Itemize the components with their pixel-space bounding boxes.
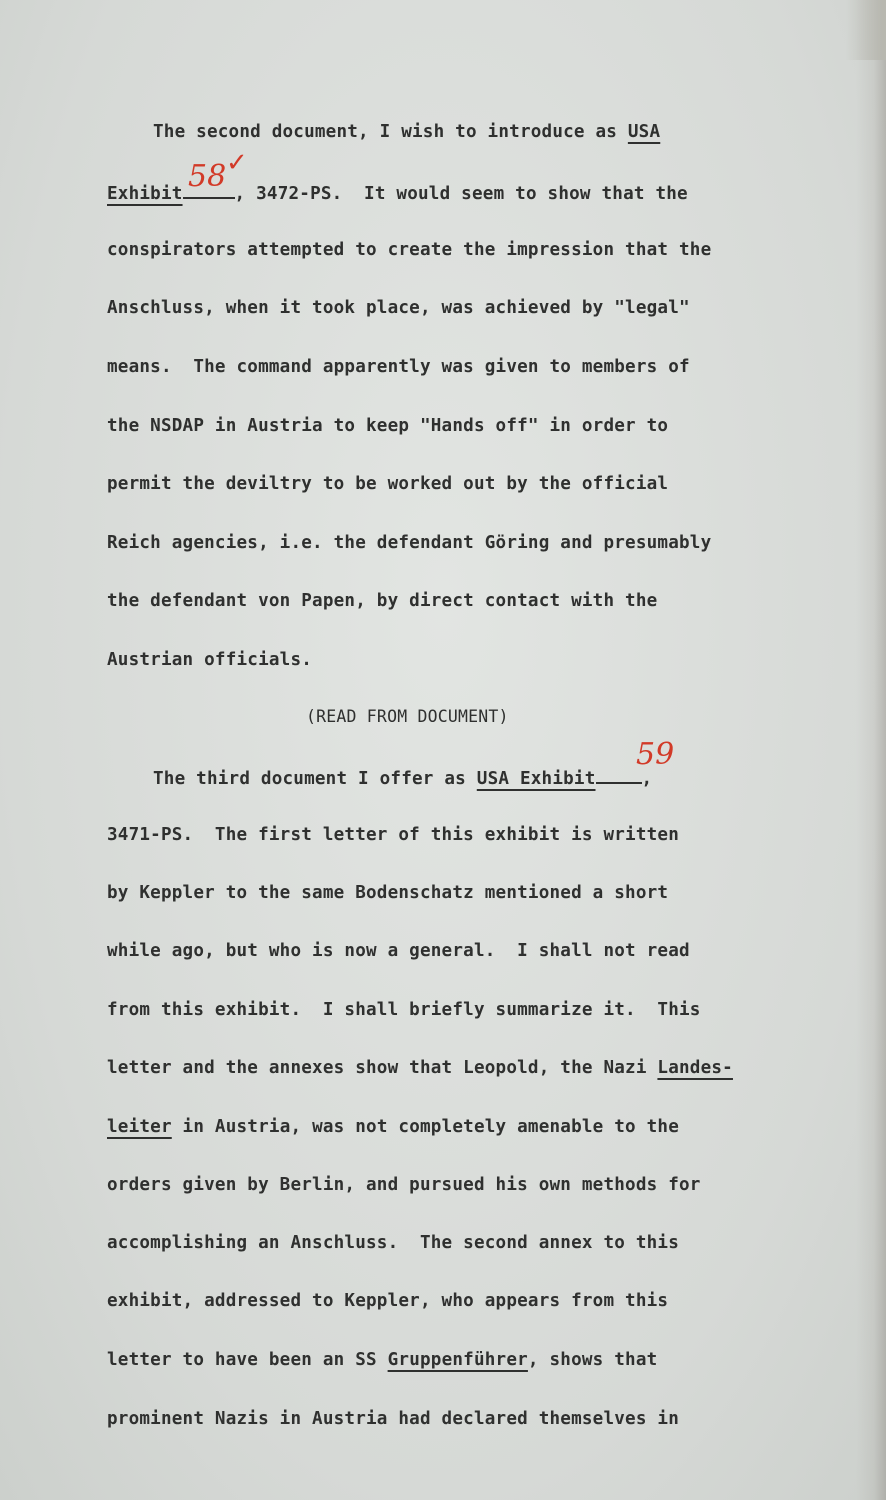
p1-line-10: Austrian officials.: [107, 650, 313, 670]
exhibit-number-blank-2: [596, 768, 642, 784]
page-edge-shadow: [856, 0, 886, 1500]
leiter-label: leiter: [107, 1117, 172, 1137]
landes-label: Landes-: [657, 1058, 733, 1078]
handwritten-exhibit-number-1: 58: [188, 159, 227, 194]
p2-line-11: letter to have been an SS Gruppenführer, shows that: [107, 1350, 658, 1370]
p2-line-2: 3471-PS. The first letter of this exhibit is written: [107, 825, 679, 845]
p2-line-4: while ago, but who is now a general. I shall not read: [107, 941, 690, 961]
read-from-document-note: (READ FROM DOCUMENT): [306, 707, 509, 726]
p2-line-5: from this exhibit. I shall briefly summarize it. This: [107, 1000, 701, 1020]
usa-exhibit-label: USA Exhibit: [476, 769, 596, 789]
p2-line-8: orders given by Berlin, and pursued his own methods for: [107, 1175, 701, 1195]
p1-line-9: the defendant von Papen, by direct contact with the: [107, 591, 658, 611]
handwritten-check-mark: ✓: [226, 148, 248, 178]
p1-line-4: Anschluss, when it took place, was achieved by "legal": [107, 298, 690, 318]
handwritten-exhibit-number-2: 59: [636, 737, 675, 772]
p2-line-7: leiter in Austria, was not completely amenable to the: [107, 1117, 680, 1137]
p2-line-6: letter and the annexes show that Leopold, the Nazi Landes-: [107, 1058, 733, 1078]
p1-line-5: means. The command apparently was given to members of: [107, 357, 690, 377]
p2-line-10: exhibit, addressed to Keppler, who appears from this: [107, 1291, 669, 1311]
gruppenfuhrer-label: Gruppenführer: [387, 1350, 528, 1370]
p1-line-7: permit the deviltry to be worked out by the official: [107, 474, 669, 494]
p2-line-12: prominent Nazis in Austria had declared themselves in: [107, 1409, 679, 1429]
exhibit-label: Exhibit: [107, 184, 183, 204]
p2-line-9: accomplishing an Anschluss. The second annex to this: [107, 1233, 679, 1253]
p2-line-1: The third document I offer as USA Exhibit ,: [153, 769, 653, 789]
usa-label: USA: [627, 122, 661, 142]
p2-line-3: by Keppler to the same Bodenschatz mentioned a short: [107, 883, 669, 903]
page-corner-shadow: [846, 0, 886, 60]
p1-line-3: conspirators attempted to create the impression that the: [107, 240, 712, 260]
p1-line-6: the NSDAP in Austria to keep "Hands off" in order to: [107, 416, 669, 436]
p1-line-8: Reich agencies, i.e. the defendant Göring and presumably: [107, 533, 712, 553]
p1-line-2: Exhibit , 3472-PS. It would seem to show that the: [107, 184, 688, 204]
p1-line-1: The second document, I wish to introduce as USA: [153, 122, 661, 142]
